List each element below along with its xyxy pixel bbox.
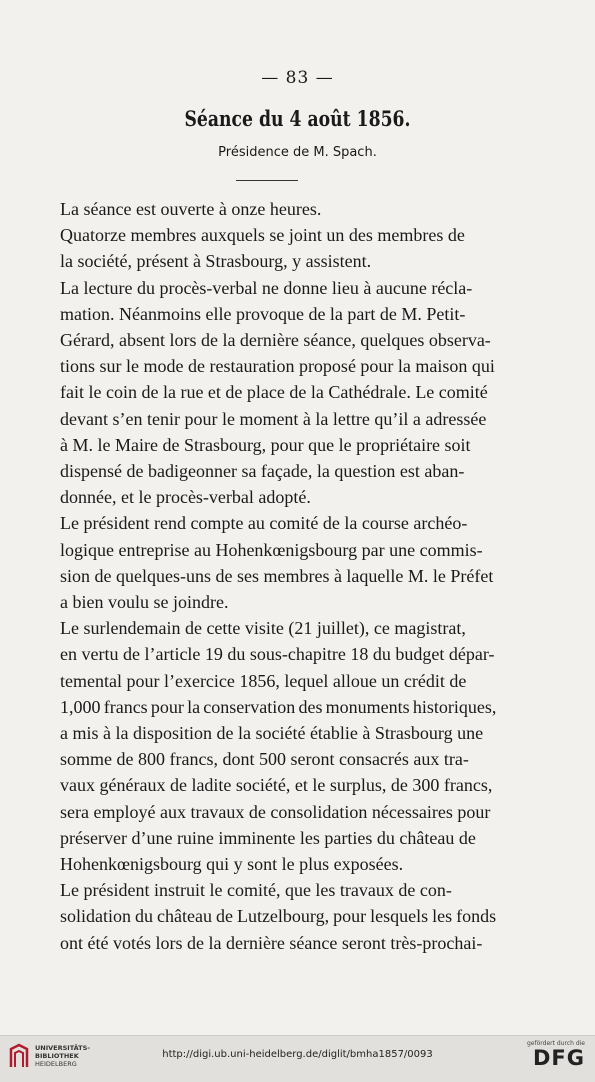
- text-line: La lecture du procès-verbal ne donne lieu à aucune récla-: [60, 277, 473, 298]
- text-line: à M. le Maire de Strasbourg, pour que le propriétaire soit: [60, 434, 471, 455]
- text-line: a mis à la disposition de la société établie à Strasbourg une: [60, 723, 484, 744]
- title-divider: [236, 180, 298, 181]
- text-line: devant s’en tenir pour le moment à la lettre qu’il a adressée: [60, 408, 487, 429]
- text-line: somme de 800 francs, dont 500 seront consacrés aux tra-: [60, 749, 469, 770]
- text-line: Quatorze membres auxquels se joint un des membres de: [60, 225, 465, 246]
- text-line: a bien voulu se joindre.: [60, 592, 229, 613]
- text-line: en vertu de l’article 19 du sous-chapitre 18 du budget dépar-: [60, 644, 495, 665]
- source-url-link[interactable]: http://digi.ub.uni-heidelberg.de/diglit/bmha1857/0093: [162, 1049, 433, 1060]
- text-line: Le surlendemain de cette visite (21 juillet), ce magistrat,: [60, 618, 466, 639]
- text-line: dispensé de badigeonner sa façade, la question est aban-: [60, 461, 465, 482]
- text-line: 1,000 francs pour la conservation des monuments historiques,: [60, 696, 497, 717]
- text-line: solidation du château de Lutzelbourg, pour lesquels les fonds: [60, 906, 497, 927]
- text-line: sion de quelques-uns de ses membres à laquelle M. le Préfet: [60, 565, 494, 586]
- text-line: tions sur le mode de restauration proposé pour la maison qui: [60, 356, 495, 377]
- text-line: Le président instruit le comité, que les travaux de con-: [60, 880, 452, 901]
- text-line: sera employé aux travaux de consolidation nécessaires pour: [60, 801, 491, 822]
- text-line: la société, présent à Strasbourg, y assistent.: [60, 251, 372, 272]
- text-line: temental pour l’exercice 1856, lequel alloue un crédit de: [60, 670, 467, 691]
- text-line: Le président rend compte au comité de la course archéo-: [60, 513, 468, 534]
- text-line: logique entreprise au Hohenkœnigsbourg par une commis-: [60, 539, 483, 560]
- text-line: préserver d’une ruine imminente les parties du château de: [60, 827, 476, 848]
- text-line: mation. Néanmoins elle provoque de la part de M. Petit-: [60, 303, 466, 324]
- body-text: [60, 196, 496, 956]
- dfg-wordmark: DFG: [532, 1046, 585, 1070]
- page-number: — 83 —: [261, 68, 334, 88]
- library-name-line3: HEIDELBERG: [35, 1060, 77, 1068]
- text-line: donnée, et le procès-verbal adopté.: [60, 487, 311, 508]
- session-title: Séance du 4 août 1856.: [184, 106, 411, 131]
- text-line: ont été votés lors de la dernière séance seront très-prochai-: [60, 932, 483, 953]
- funded-by-text: gefördert durch die: [527, 1040, 585, 1047]
- text-line: La séance est ouverte à onze heures.: [60, 199, 322, 219]
- presidency-subtitle: Présidence de M. Spach.: [218, 145, 377, 160]
- text-line: Gérard, absent lors de la dernière séance, quelques observa-: [60, 330, 491, 351]
- text-line: Hohenkœnigsbourg qui y sont le plus exposées.: [60, 854, 404, 875]
- text-line: vaux généraux de ladite société, et le surplus, de 300 francs,: [60, 775, 493, 796]
- text-line: fait le coin de la rue et de place de la Cathédrale. Le comité: [60, 382, 488, 403]
- dfg-logo[interactable]: [527, 1040, 585, 1069]
- library-name-line2: BIBLIOTHEK: [35, 1052, 79, 1060]
- library-name-line1: UNIVERSITÄTS-: [35, 1044, 90, 1052]
